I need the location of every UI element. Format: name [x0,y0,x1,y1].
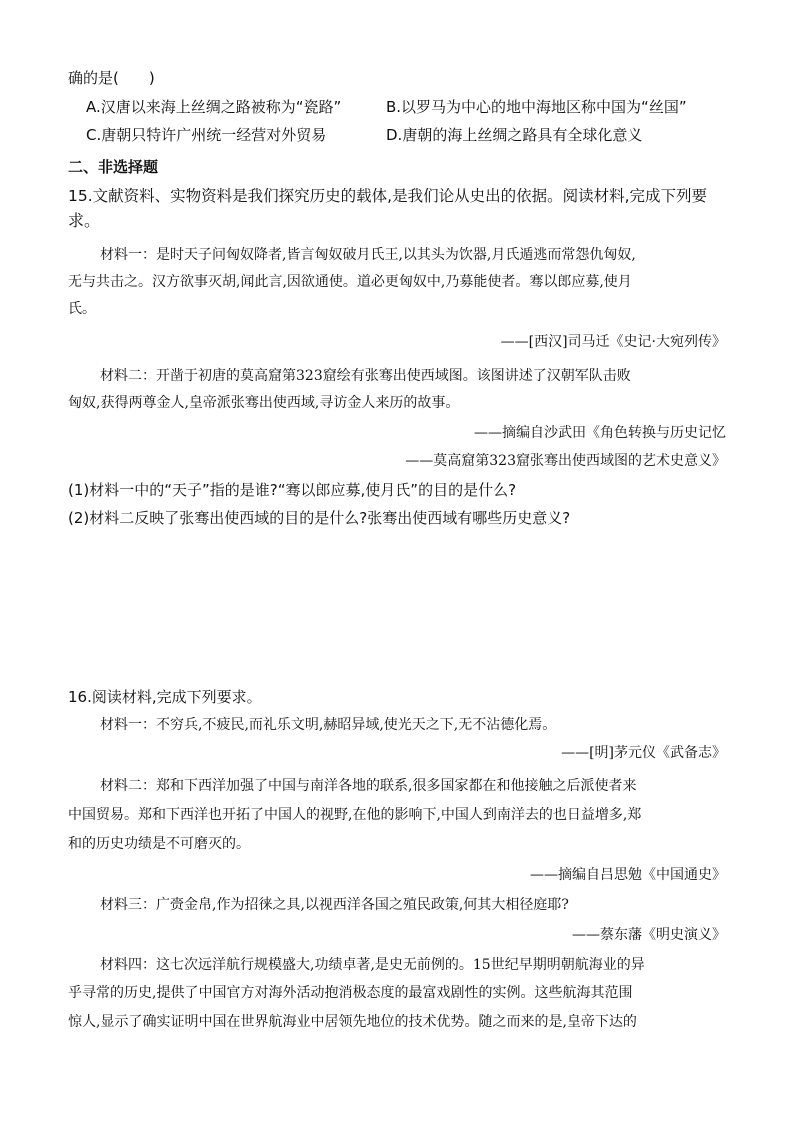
q16-material4-line-3: 惊人,显示了确实证明中国在世界航海业中居领先地位的技术优势。随之而来的是,皇帝下达的 [68,1014,637,1030]
q15-source2-line-2: ——莫高窟第323窟张骞出使西域图的艺术史意义》 [405,453,726,469]
q15-material2-line-2: 匈奴,获得两尊金人,皇帝派张骞出使西域,寻访金人来历的故事。 [68,395,460,411]
q15-question-2: (2)材料二反映了张骞出使西域的目的是什么?张骞出使西域有哪些历史意义? [68,509,571,527]
q16-material4-line-2: 乎寻常的历史,提供了中国官方对海外活动抱消极态度的最富戏剧性的实例。这些航海其范围 [68,985,633,1001]
q15-source1: ——[西汉]司马迁《史记·大宛列传》 [500,334,726,350]
q14-stem-tail: 确的是( ) [68,69,155,87]
q15-material1-line-3: 氏。 [68,301,96,317]
q16-material2-line-2: 中国贸易。郑和下西洋也开拓了中国人的视野,在他的影响下,中国人到南洋去的也日益增多,郑 [68,807,642,823]
q15-stem-line-2: 求。 [68,211,101,230]
q14-option-a: A.汉唐以来海上丝绸之路被称为“瓷路” [86,98,342,116]
q14-option-c: C.唐朝只特许广州统一经营对外贸易 [86,126,327,144]
q15-stem-line-1: 15.文献资料、实物资料是我们探究历史的载体,是我们论从史出的依据。阅读材料,完成下列要 [68,187,708,205]
q15-source2-line-1: ——摘编自沙武田《角色转换与历史记忆 [474,425,726,441]
q16-source2: ——摘编自吕思勉《中国通史》 [530,867,726,883]
q16-material1: 材料一：不穷兵,不疲民,而礼乐文明,赫昭异域,使光天之下,无不沾德化焉。 [100,717,557,733]
q16-source1: ——[明]茅元仪《武备志》 [561,745,726,761]
q16-stem: 16.阅读材料,完成下列要求。 [68,688,262,706]
q16-material4-line-1: 材料四：这七次远洋航行规模盛大,功绩卓著,是史无前例的。15世纪早期明朝航海业的异 [100,957,645,973]
q16-material3: 材料三：广赍金帛,作为招徕之具,以视西洋各国之殖民政策,何其大相径庭耶? [100,897,569,913]
q14-option-b: B.以罗马为中心的地中海地区称中国为“丝国” [386,98,687,116]
q15-material2-line-1: 材料二：开凿于初唐的莫高窟第323窟绘有张骞出使西域图。该图讲述了汉朝军队击败 [100,368,631,384]
q14-option-d: D.唐朝的海上丝绸之路具有全球化意义 [386,126,643,144]
q15-material1-line-1: 材料一：是时天子问匈奴降者,皆言匈奴破月氏王,以其头为饮器,月氏遁逃而常怨仇匈奴, [100,247,636,263]
section-title: 二、非选择题 [68,158,159,176]
q16-material2-line-3: 和的历史功绩是不可磨灭的。 [68,836,250,852]
q16-material2-line-1: 材料二：郑和下西洋加强了中国与南洋各地的联系,很多国家都在和他接触之后派使者来 [100,778,637,794]
q16-source3: ——蔡东藩《明史演义》 [572,927,726,943]
q15-question-1: (1)材料一中的“天子”指的是谁?“骞以郎应募,使月氏”的目的是什么? [68,481,517,499]
q15-material1-line-2: 无与共击之。汉方欲事灭胡,闻此言,因欲通使。道必更匈奴中,乃募能使者。骞以郎应募,使月 [68,274,632,290]
